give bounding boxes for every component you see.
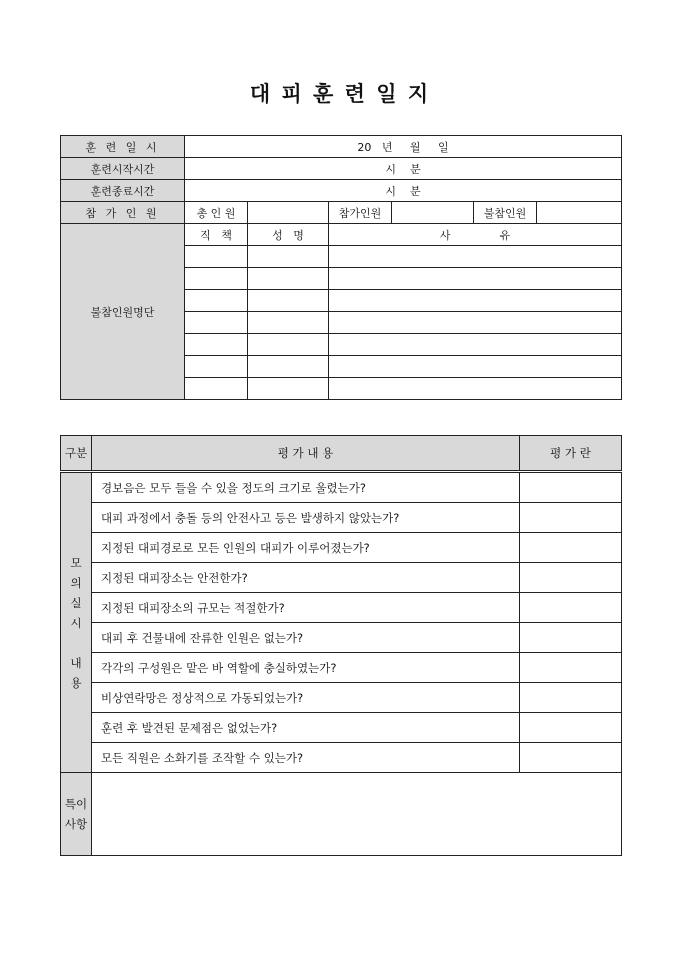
category-char: 용 — [70, 675, 82, 690]
score-cell[interactable] — [520, 472, 622, 503]
end-time-value[interactable]: 시 분 — [185, 180, 622, 202]
evaluation-question: 비상연락망은 정상적으로 가동되었는가? — [92, 683, 520, 713]
category-char: 모 — [70, 555, 82, 570]
evaluation-row — [61, 593, 622, 623]
notes-label-line: 사항 — [64, 817, 88, 831]
absent-list-label: 불참인원명단 — [61, 224, 185, 400]
col-score: 평 가 란 — [520, 436, 622, 472]
score-cell[interactable] — [520, 563, 622, 593]
total-value[interactable] — [248, 202, 329, 224]
reason-cell[interactable] — [329, 268, 622, 290]
category-cell — [61, 472, 92, 773]
evaluation-question: 지정된 대피장소의 규모는 적절한가? — [92, 593, 520, 623]
evaluation-question: 경보음은 모두 들을 수 있을 정도의 크기로 울렸는가? — [92, 472, 520, 503]
name-cell[interactable] — [248, 356, 329, 378]
date-value[interactable]: 20 년 월 일 — [185, 136, 622, 158]
evaluation-row — [61, 503, 622, 533]
col-category: 구분 — [61, 436, 92, 472]
evaluation-row — [61, 472, 622, 503]
participants-label: 참 가 인 원 — [61, 202, 185, 224]
name-cell[interactable] — [248, 378, 329, 400]
score-cell[interactable] — [520, 743, 622, 773]
start-time-row — [61, 158, 622, 180]
evaluation-table — [60, 435, 622, 856]
reason-cell[interactable] — [329, 356, 622, 378]
total-label: 총 인 원 — [185, 202, 248, 224]
name-cell[interactable] — [248, 334, 329, 356]
category-char: 실 — [70, 595, 82, 610]
score-cell[interactable] — [520, 503, 622, 533]
position-cell[interactable] — [185, 312, 248, 334]
notes-row — [61, 773, 622, 856]
score-cell[interactable] — [520, 623, 622, 653]
date-label: 훈 련 일 시 — [61, 136, 185, 158]
evaluation-row — [61, 623, 622, 653]
attend-label: 참가인원 — [329, 202, 392, 224]
evaluation-row — [61, 713, 622, 743]
training-info-table — [60, 135, 622, 400]
notes-label-line: 특이 — [64, 797, 88, 811]
position-cell[interactable] — [185, 246, 248, 268]
notes-label — [61, 773, 92, 856]
evaluation-question: 대피 후 건물내에 잔류한 인원은 없는가? — [92, 623, 520, 653]
evaluation-row — [61, 683, 622, 713]
reason-cell[interactable] — [329, 334, 622, 356]
reason-cell[interactable] — [329, 378, 622, 400]
category-char: 내 — [70, 655, 82, 670]
attend-value[interactable] — [392, 202, 474, 224]
score-cell[interactable] — [520, 713, 622, 743]
score-cell[interactable] — [520, 533, 622, 563]
name-cell[interactable] — [248, 246, 329, 268]
reason-cell[interactable] — [329, 312, 622, 334]
col-reason: 사 유 — [329, 224, 622, 246]
category-char: 의 — [70, 575, 82, 590]
evaluation-row — [61, 533, 622, 563]
document-title: 대 피 훈 련 일 지 — [249, 81, 431, 106]
position-cell[interactable] — [185, 334, 248, 356]
name-cell[interactable] — [248, 268, 329, 290]
notes-field[interactable] — [92, 773, 622, 856]
participants-row — [61, 202, 622, 224]
evaluation-row — [61, 563, 622, 593]
evaluation-question: 지정된 대피장소는 안전한가? — [92, 563, 520, 593]
absent-value[interactable] — [537, 202, 622, 224]
reason-cell[interactable] — [329, 246, 622, 268]
category-char: 시 — [70, 615, 82, 630]
position-cell[interactable] — [185, 290, 248, 312]
col-content: 평 가 내 용 — [92, 436, 520, 472]
evaluation-question: 훈련 후 발견된 문제점은 없었는가? — [92, 713, 520, 743]
start-time-label: 훈련시작시간 — [61, 158, 185, 180]
end-time-row — [61, 180, 622, 202]
evaluation-header-row — [61, 436, 622, 472]
evaluation-question: 대피 과정에서 충돌 등의 안전사고 등은 발생하지 않았는가? — [92, 503, 520, 533]
col-name: 성 명 — [248, 224, 329, 246]
evaluation-row — [61, 743, 622, 773]
category-gap — [61, 633, 91, 653]
score-cell[interactable] — [520, 593, 622, 623]
score-cell[interactable] — [520, 683, 622, 713]
evaluation-question: 모든 직원은 소화기를 조작할 수 있는가? — [92, 743, 520, 773]
end-time-label: 훈련종료시간 — [61, 180, 185, 202]
name-cell[interactable] — [248, 290, 329, 312]
col-position: 직 책 — [185, 224, 248, 246]
reason-cell[interactable] — [329, 290, 622, 312]
position-cell[interactable] — [185, 268, 248, 290]
score-cell[interactable] — [520, 653, 622, 683]
position-cell[interactable] — [185, 356, 248, 378]
name-cell[interactable] — [248, 312, 329, 334]
position-cell[interactable] — [185, 378, 248, 400]
absent-list-header-row — [61, 224, 622, 246]
date-row — [61, 136, 622, 158]
absent-label: 불참인원 — [474, 202, 537, 224]
evaluation-question: 각각의 구성원은 맡은 바 역할에 충실하였는가? — [92, 653, 520, 683]
evaluation-question: 지정된 대피경로로 모든 인원의 대피가 이루어졌는가? — [92, 533, 520, 563]
evaluation-row — [61, 653, 622, 683]
start-time-value[interactable]: 시 분 — [185, 158, 622, 180]
